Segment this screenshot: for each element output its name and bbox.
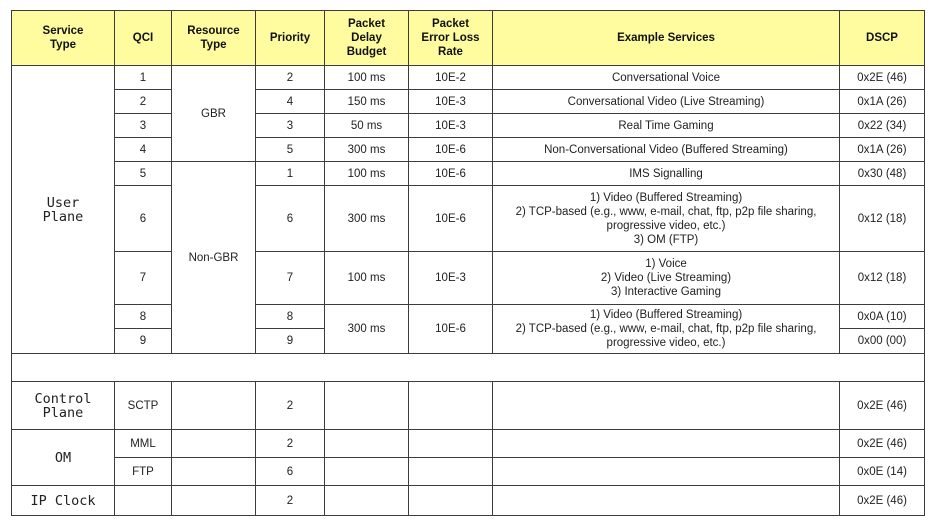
delay-cell xyxy=(325,486,409,516)
services-cell xyxy=(493,486,840,516)
services-cell xyxy=(493,430,840,458)
blank-cell xyxy=(12,354,925,382)
spacer-row xyxy=(12,354,925,382)
delay-cell: 150 ms xyxy=(325,90,409,114)
services-cell xyxy=(493,458,840,486)
qci-cell: 9 xyxy=(115,329,172,354)
table-row xyxy=(12,430,925,458)
resource-cell xyxy=(172,382,256,430)
priority-cell: 6 xyxy=(256,186,325,252)
resource-type-gbr: GBR xyxy=(172,66,256,162)
qci-cell xyxy=(115,486,172,516)
services-cell: IMS Signalling xyxy=(493,162,840,186)
table-row xyxy=(12,90,925,114)
header-service-type: Service Type xyxy=(12,11,115,66)
priority-cell: 2 xyxy=(256,66,325,90)
dscp-cell: 0x30 (48) xyxy=(840,162,925,186)
qci-cell: 3 xyxy=(115,114,172,138)
dscp-cell: 0x1A (26) xyxy=(840,138,925,162)
loss-cell xyxy=(409,430,493,458)
services-cell: Non-Conversational Video (Buffered Streaming) xyxy=(493,138,840,162)
loss-cell xyxy=(409,458,493,486)
priority-cell: 9 xyxy=(256,329,325,354)
qci-cell: 8 xyxy=(115,305,172,329)
services-cell: 1) Video (Buffered Streaming) 2) TCP-based (e.g., www, e-mail, chat, ftp, p2p file sharing, progressive video, etc.) 3) OM (FTP) xyxy=(493,186,840,252)
qci-cell: MML xyxy=(115,430,172,458)
delay-cell: 100 ms xyxy=(325,66,409,90)
qci-cell: 4 xyxy=(115,138,172,162)
loss-cell: 10E-3 xyxy=(409,114,493,138)
resource-cell xyxy=(172,486,256,516)
loss-cell: 10E-2 xyxy=(409,66,493,90)
loss-cell: 10E-6 xyxy=(409,186,493,252)
services-cell: Conversational Voice xyxy=(493,66,840,90)
ip-clock-label: IP Clock xyxy=(12,486,115,516)
loss-cell: 10E-6 xyxy=(409,305,493,354)
delay-cell xyxy=(325,430,409,458)
resource-cell xyxy=(172,458,256,486)
header-row xyxy=(12,11,925,66)
services-cell: Real Time Gaming xyxy=(493,114,840,138)
priority-cell: 3 xyxy=(256,114,325,138)
dscp-cell: 0x2E (46) xyxy=(840,382,925,430)
services-cell: 1) Video (Buffered Streaming) 2) TCP-based (e.g., www, e-mail, chat, ftp, p2p file sharing, progressive video, etc.) xyxy=(493,305,840,354)
loss-cell xyxy=(409,486,493,516)
header-example-services: Example Services xyxy=(493,11,840,66)
header-resource-type: Resource Type xyxy=(172,11,256,66)
qci-cell: FTP xyxy=(115,458,172,486)
delay-cell xyxy=(325,382,409,430)
priority-cell: 6 xyxy=(256,458,325,486)
qci-cell: 5 xyxy=(115,162,172,186)
delay-cell: 100 ms xyxy=(325,252,409,305)
table-row xyxy=(12,186,925,252)
dscp-cell: 0x12 (18) xyxy=(840,186,925,252)
services-cell: 1) Voice 2) Video (Live Streaming) 3) Interactive Gaming xyxy=(493,252,840,305)
table-row xyxy=(12,252,925,305)
dscp-cell: 0x0E (14) xyxy=(840,458,925,486)
header-priority: Priority xyxy=(256,11,325,66)
table-row xyxy=(12,66,925,90)
priority-cell: 7 xyxy=(256,252,325,305)
priority-cell: 4 xyxy=(256,90,325,114)
table-row xyxy=(12,162,925,186)
header-delay-budget: Packet Delay Budget xyxy=(325,11,409,66)
loss-cell xyxy=(409,382,493,430)
qci-cell: SCTP xyxy=(115,382,172,430)
qci-cell: 2 xyxy=(115,90,172,114)
dscp-cell: 0x22 (34) xyxy=(840,114,925,138)
table-row xyxy=(12,382,925,430)
priority-cell: 2 xyxy=(256,430,325,458)
loss-cell: 10E-3 xyxy=(409,90,493,114)
qci-cell: 7 xyxy=(115,252,172,305)
dscp-cell: 0x2E (46) xyxy=(840,430,925,458)
dscp-cell: 0x0A (10) xyxy=(840,305,925,329)
delay-cell xyxy=(325,458,409,486)
loss-cell: 10E-3 xyxy=(409,252,493,305)
table-row xyxy=(12,114,925,138)
priority-cell: 1 xyxy=(256,162,325,186)
priority-cell: 5 xyxy=(256,138,325,162)
resource-type-non-gbr: Non-GBR xyxy=(172,162,256,354)
priority-cell: 2 xyxy=(256,382,325,430)
dscp-cell: 0x2E (46) xyxy=(840,66,925,90)
table-row xyxy=(12,138,925,162)
delay-cell: 300 ms xyxy=(325,186,409,252)
table-row xyxy=(12,486,925,516)
delay-cell: 50 ms xyxy=(325,114,409,138)
dscp-cell: 0x00 (00) xyxy=(840,329,925,354)
header-dscp: DSCP xyxy=(840,11,925,66)
services-cell xyxy=(493,382,840,430)
resource-cell xyxy=(172,430,256,458)
priority-cell: 8 xyxy=(256,305,325,329)
qci-cell: 1 xyxy=(115,66,172,90)
priority-cell: 2 xyxy=(256,486,325,516)
dscp-cell: 0x12 (18) xyxy=(840,252,925,305)
table-row xyxy=(12,458,925,486)
control-plane-label: Control Plane xyxy=(12,382,115,430)
delay-cell: 300 ms xyxy=(325,138,409,162)
loss-cell: 10E-6 xyxy=(409,162,493,186)
header-loss-rate: Packet Error Loss Rate xyxy=(409,11,493,66)
loss-cell: 10E-6 xyxy=(409,138,493,162)
om-label: OM xyxy=(12,430,115,486)
table-row xyxy=(12,305,925,329)
header-qci: QCI xyxy=(115,11,172,66)
qci-cell: 6 xyxy=(115,186,172,252)
user-plane-label: User Plane xyxy=(12,66,115,354)
delay-cell: 300 ms xyxy=(325,305,409,354)
delay-cell: 100 ms xyxy=(325,162,409,186)
dscp-cell: 0x1A (26) xyxy=(840,90,925,114)
qci-dscp-table xyxy=(11,10,925,516)
dscp-cell: 0x2E (46) xyxy=(840,486,925,516)
services-cell: Conversational Video (Live Streaming) xyxy=(493,90,840,114)
